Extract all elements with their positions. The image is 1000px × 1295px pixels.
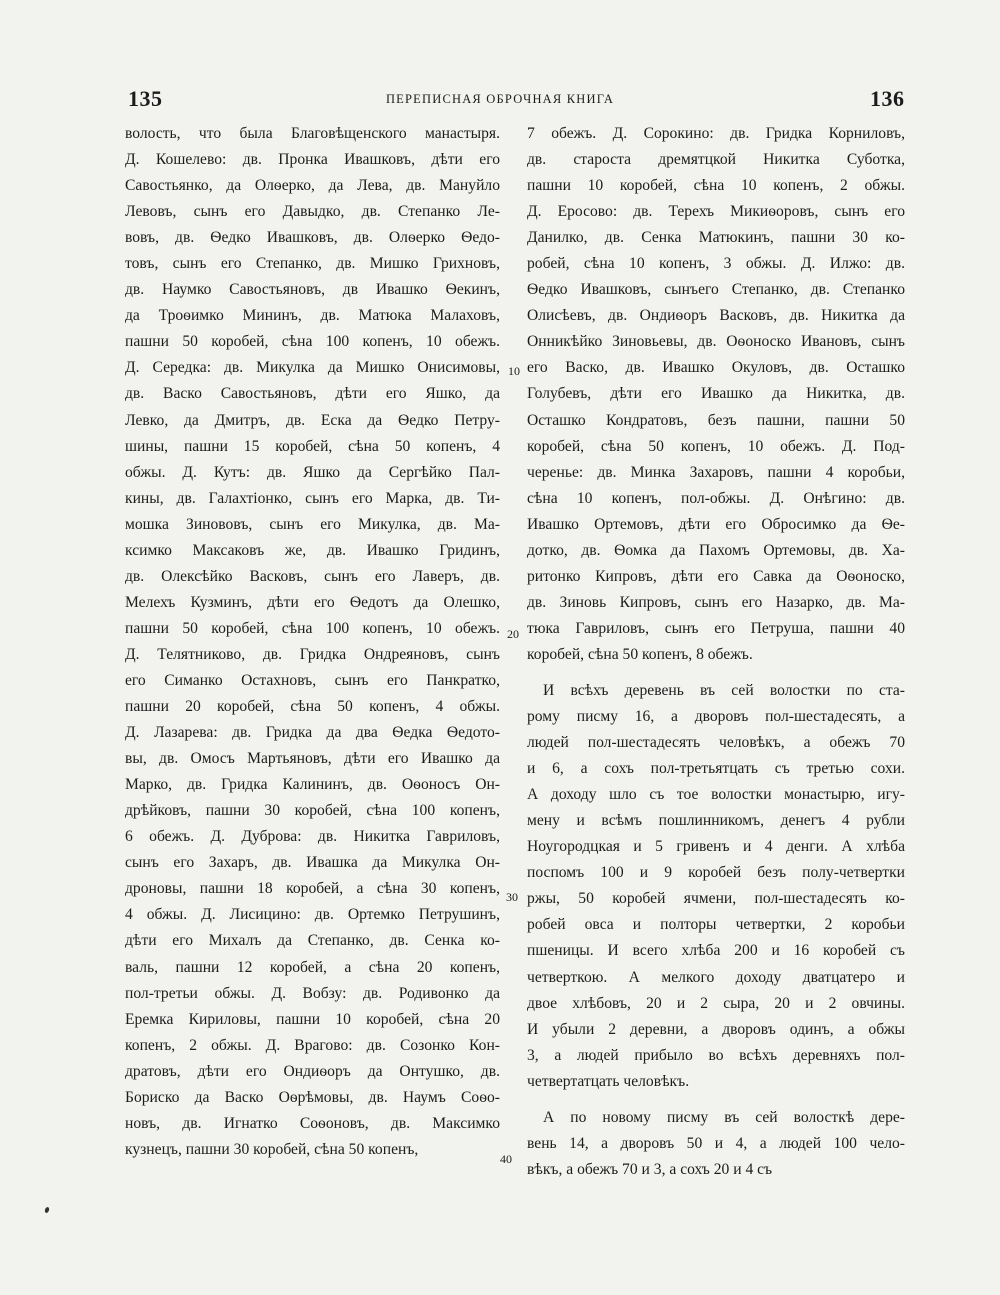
text-line: товъ, сынъ его Степанко, дв. Мишко Грихновъ,	[125, 255, 500, 273]
text-line: дв. Олексѣйко Васковъ, сынъ его Лаверъ, дв.	[125, 567, 500, 585]
text-line: четверткою. А мелкого доходу дватцатеро и	[527, 968, 905, 986]
text-line: пол-третьи обжы. Д. Вобзу: дв. Родивонко да	[125, 984, 500, 1002]
paragraph-gap	[527, 1095, 905, 1105]
text-line: пашни 10 коробей, сѣна 10 копенъ, 2 обжы.	[527, 177, 905, 195]
text-line: и 6, а сохъ пол-третьятцать съ третью сохи.	[527, 760, 905, 778]
text-line: кины, дв. Галахтіонко, сынъ его Марка, дв. Ти-	[125, 489, 500, 507]
left-text-column	[125, 121, 500, 1163]
text-line: его Симанко Остахновъ, сынъ его Панкратко,	[125, 671, 500, 689]
text-line: Д. Телятниково, дв. Гридка Ондреяновъ, сынъ	[125, 645, 500, 663]
text-line: вѣкъ, а обежъ 70 и 3, а сохъ 20 и 4 съ	[527, 1160, 773, 1178]
text-line: И всѣхъ деревень въ сей волостки по ста-	[543, 681, 905, 699]
text-line: волость, что была Благовѣщенского манастыря.	[125, 125, 500, 142]
text-line: ржы, 50 коробей ячмени, пол-шестадесять ко-	[527, 890, 905, 908]
text-line: Еремка Кириловы, пашни 10 коробей, сѣна 20	[125, 1010, 500, 1028]
line-number-marker: 40	[500, 1152, 512, 1166]
text-line: дв. Наумко Савостьяновъ, дв Ивашко Ѳекинъ,	[125, 281, 500, 299]
text-line: ксимко Максаковъ же, дв. Ивашко Гридинъ,	[125, 541, 500, 559]
text-line: новъ, дв. Игнатко Соѳоновъ, дв. Максимко	[125, 1114, 500, 1132]
text-line: Д. Лазарева: дв. Гридка да два Ѳедка Ѳедото-	[125, 724, 500, 742]
text-line: И убыли 2 деревни, а дворовъ одинъ, а обжы	[527, 1020, 905, 1038]
text-line: Ноугородцкая и 5 гривенъ и 4 денги. А хлѣба	[527, 838, 905, 856]
text-line: четвертатцать человѣкъ.	[527, 1072, 690, 1090]
text-line: дв. Зиновь Кипровъ, сынъ его Назарко, дв. Ма-	[527, 593, 905, 611]
text-line: Данилко, дв. Сенка Матюкинъ, пашни 30 ко-	[527, 229, 905, 247]
text-line: пашни 50 коробей, сѣна 100 копенъ, 10 обежъ.	[125, 333, 500, 351]
text-line: дв. староста дремятцкой Никитка Суботка,	[527, 151, 905, 169]
text-line: дв. Васко Савостьяновъ, дѣти его Яшко, да	[125, 385, 500, 403]
text-line: А доходу шло съ тое волостки монастырю, игу-	[527, 786, 905, 804]
text-line: тюка Гавриловъ, сынъ его Петруша, пашни 40	[527, 619, 905, 637]
text-line: Онникѣйко Зиновьевы, дв. Оѳоноско Ивановъ, сынъ	[527, 333, 905, 351]
text-line: Олисѣевъ, дв. Ондиѳоръ Васковъ, дв. Никитка да	[527, 307, 905, 325]
text-line: ритонко Кипровъ, дѣти его Савка да Оѳоноско,	[527, 567, 905, 585]
line-number-marker: 30	[506, 890, 518, 904]
running-title: ПЕРЕПИСНАЯ ОБРОЧНАЯ КНИГА	[385, 92, 615, 106]
text-line: Левовъ, сынъ его Давыдко, дв. Степанко Ле-	[125, 203, 500, 221]
text-line: черенье: дв. Минка Захаровъ, пашни 4 коробьи,	[527, 463, 905, 481]
text-line: робей, сѣна 10 копенъ, 3 обжы. Д. Илжо: дв.	[527, 255, 905, 273]
line-number-marker: 20	[507, 627, 519, 641]
page-number-left: 135	[128, 86, 163, 111]
text-line: людей пол-шестадесять человѣкъ, а обежъ 70	[527, 734, 905, 752]
text-line: коробей, сѣна 50 копенъ, 8 обежъ.	[527, 645, 753, 663]
text-line: обжы. Д. Кутъ: дв. Яшко да Сергѣйко Пал-	[125, 463, 500, 481]
text-line: мошка Зинововъ, сынъ его Микулка, дв. Ма-	[125, 515, 500, 533]
paragraph-gap	[527, 668, 905, 678]
text-line: Бориско да Васко Оѳрѣмовы, дв. Наумъ Соѳо-	[125, 1088, 500, 1106]
text-line: сынъ его Захаръ, дв. Ивашка да Микулка Он-	[125, 854, 500, 872]
text-line: поспомъ 100 и 9 коробей безъ полу-четвертки	[527, 864, 905, 882]
text-line: вень 14, а дворовъ 50 и 4, а людей 100 чело-	[527, 1134, 905, 1152]
text-line: вовъ, дв. Ѳедко Ивашковъ, дв. Олѳерко Ѳедо-	[125, 229, 500, 247]
text-line: дрѣйковъ, пашни 30 коробей, сѣна 100 копенъ,	[125, 802, 500, 820]
text-line: Ивашко Ортемовъ, дѣти его Обросимко да Ѳе-	[527, 515, 905, 533]
text-line: дѣти его Михалъ да Степанко, дв. Сенка ко-	[125, 932, 500, 950]
text-line: Голубевъ, дѣти его Ивашко да Никитка, дв.	[527, 385, 905, 403]
text-line: копенъ, 2 обжы. Д. Врагово: дв. Созонко Кон-	[125, 1036, 500, 1054]
text-line: А по новому писму въ сей волосткѣ дере-	[543, 1108, 905, 1126]
text-line: шины, пашни 15 коробей, сѣна 50 копенъ, 4	[125, 437, 500, 455]
line-number-marker: 10	[508, 364, 520, 378]
text-line: рому писму 16, а дворовъ пол-шестадесять, а	[527, 708, 905, 726]
text-line: кузнецъ, пашни 30 коробей, сѣна 50 копенъ,	[125, 1140, 419, 1158]
text-line: дратовъ, дѣти его Ондиѳоръ да Онтушко, дв.	[125, 1062, 500, 1080]
text-line: Савостьянко, да Олѳерко, да Лева, дв. Мануйло	[125, 177, 500, 195]
text-line: пашни 20 коробей, сѣна 50 копенъ, 4 обжы.	[125, 698, 500, 716]
text-line: 6 обежъ. Д. Дуброва: дв. Никитка Гавриловъ,	[125, 828, 500, 846]
text-line: Левко, да Дмитръ, дв. Еска да Ѳедко Петру-	[125, 411, 500, 429]
paper-speck	[44, 1206, 50, 1213]
page-number-right: 136	[870, 86, 905, 111]
text-line: валь, пашни 12 коробей, а сѣна 20 копенъ,	[125, 958, 500, 976]
right-text-column	[527, 121, 905, 1183]
text-line: 4 обжы. Д. Лисицино: дв. Ортемко Петрушинъ,	[125, 906, 500, 924]
text-line: Ѳедко Ивашковъ, сынъего Степанко, дв. Степанко	[527, 281, 905, 299]
text-line: мену и всѣмъ пошлинникомъ, денегъ 4 рубли	[527, 812, 905, 830]
text-line: коробей, сѣна 50 копенъ, 10 обежъ. Д. Под-	[527, 437, 905, 455]
text-line: пшеницы. И всего хлѣба 200 и 16 коробей съ	[527, 942, 905, 960]
text-line: Мелехъ Кузминъ, дѣти его Ѳедотъ да Олешко,	[125, 593, 500, 611]
text-line: дроновы, пашни 18 коробей, а сѣна 30 копенъ,	[125, 880, 500, 898]
text-line: робей овса и полторы четвертки, 2 коробьи	[527, 916, 905, 934]
text-line: дотко, дв. Ѳомка да Пахомъ Ортемовы, дв. Ха-	[527, 541, 905, 559]
text-line: его Васко, дв. Ивашко Окуловъ, дв. Осташко	[527, 359, 905, 377]
text-line: Марко, дв. Гридка Калининъ, дв. Оѳоносъ Он-	[125, 776, 500, 794]
text-line: пашни 50 коробей, сѣна 100 копенъ, 10 обежъ.	[125, 619, 500, 637]
text-line: Д. Середка: дв. Микулка да Мишко Онисимовы,	[125, 359, 500, 377]
text-line: двое хлѣбовъ, 20 и 2 сыра, 20 и 2 овчины.	[527, 994, 905, 1012]
text-line: Д. Еросово: дв. Терехъ Микиѳоровъ, сынъ его	[527, 203, 905, 221]
text-line: Осташко Кондратовъ, безъ пашни, пашни 50	[527, 411, 905, 429]
text-line: вы, дв. Омосъ Мартьяновъ, дѣти его Ивашко да	[125, 750, 500, 768]
text-line: 3, а людей прибыло во всѣхъ деревняхъ пол-	[527, 1046, 905, 1064]
text-line: 7 обежъ. Д. Сорокино: дв. Гридка Корниловъ,	[527, 125, 905, 142]
text-line: Д. Кошелево: дв. Пронка Ивашковъ, дѣти его	[125, 151, 500, 169]
text-line: да Троѳимко Мининъ, дв. Матюка Малаховъ,	[125, 307, 500, 325]
text-line: сѣна 10 копенъ, пол-обжы. Д. Онѣгино: дв.	[527, 489, 905, 507]
